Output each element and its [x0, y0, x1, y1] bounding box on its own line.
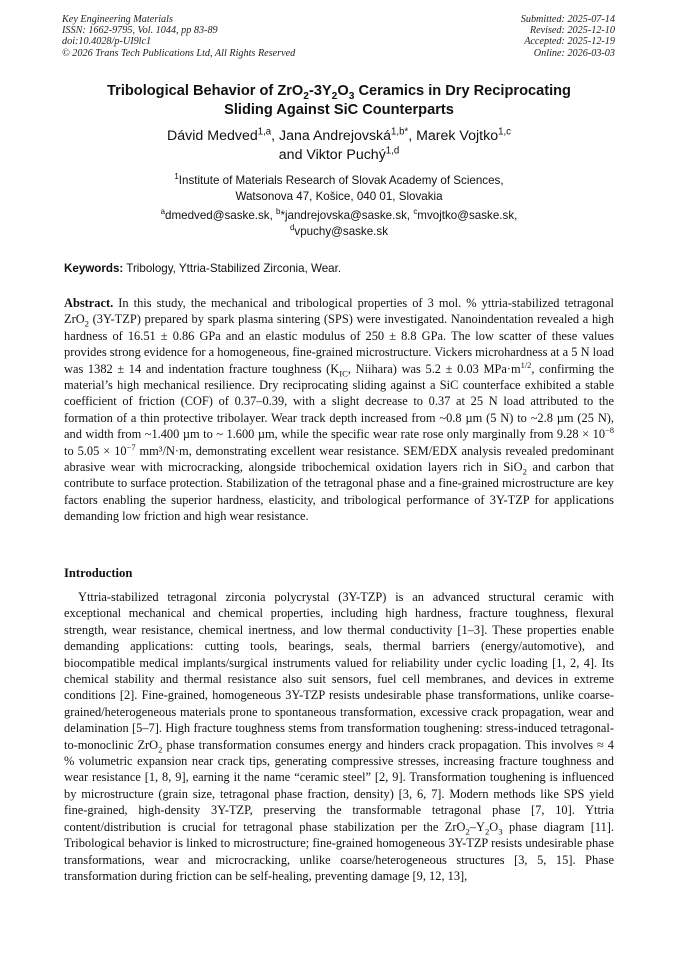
- intro-text: O: [489, 819, 499, 834]
- intro-subscript: 2: [484, 826, 490, 837]
- abstract-superscript: 1/2: [520, 359, 532, 370]
- intro-subscript: 3: [498, 826, 503, 837]
- title-subscript: 3: [348, 90, 355, 102]
- keywords: [64, 261, 614, 276]
- journal-header-left: [62, 14, 295, 59]
- email-mark: b: [276, 207, 281, 217]
- author-list: [60, 127, 618, 165]
- accepted-date: Accepted: 2025-12-19: [524, 36, 615, 48]
- abstract-text: mm³/N·m, demonstrating excellent wear resistance. SEM/EDX analysis revealed predominant abrasive wear with microcracking, alongside tribochemical oxidation layers rich in SiO: [64, 443, 614, 475]
- abstract-subscript: 2: [84, 318, 89, 329]
- affiliation-mark: 1: [174, 172, 179, 182]
- author-affil-mark: 1,b*: [391, 126, 409, 138]
- keywords-text: Tribology, Yttria-Stabilized Zirconia, Wear.: [123, 262, 342, 275]
- online-date: Online: 2026-03-03: [533, 47, 615, 59]
- journal-header-right: [521, 14, 615, 59]
- email-mark: a: [160, 207, 166, 217]
- author-emails: [60, 208, 618, 239]
- author-name: and Viktor Puchý: [278, 147, 386, 163]
- emails-line-2: [60, 224, 618, 240]
- author-affil-mark: 1,d: [385, 145, 400, 157]
- abstract-text: to 5.05 × 10: [64, 443, 127, 458]
- intro-text: –Y: [469, 819, 485, 834]
- paper-title: [60, 82, 618, 120]
- intro-subscript: 2: [158, 744, 163, 755]
- journal-name: Key Engineering Materials: [62, 14, 173, 25]
- abstract-text: (3Y-TZP) prepared by spark plasma sintering (SPS) were investigated. Nanoindentation revealed a high hardness of 16.51 ± 0.86 GPa and an elastic modulus of 250 ± 8.8 GPa. The low scatter of these values provides strong evidence for a homogeneous, fine-grained microstructure. Vickers microhardness at a 5 N load was 1382 ± 14 and indentation fracture toughness (K: [64, 312, 614, 376]
- copyright-line: © 2026 Trans Tech Publications Ltd, All Rights Reserved: [62, 47, 296, 59]
- title-line-1: [60, 82, 618, 101]
- affiliation-text: Institute of Materials Research of Slovak Academy of Sciences,: [178, 174, 504, 187]
- introduction-heading: Introduction: [64, 566, 133, 580]
- title-text: Tribological Behavior of ZrO: [107, 83, 304, 99]
- title-text: O: [337, 83, 349, 99]
- email-address[interactable]: *jandrejovska@saske.sk,: [280, 209, 414, 222]
- author-name: Marek Vojtko: [416, 128, 499, 144]
- affiliation-line-2: Watsonova 47, Košice, 040 01, Slovakia: [235, 190, 443, 203]
- intro-text: phase transformation consumes energy and hinders crack propagation. This involves ≈ 4 % volumetric expansion near crack tips, generating compressive stresses, increasing fracture toughness and wear resistance [1, 8, 9], earning it the name “ceramic steel” [2, 9]. Transformation toughening is influenced by microstructure (grain size, tetragonal phase fraction, density) [3, 6, 7]. Modern methods like SPS yield fine-grained, high-density 3Y-TZP, preserving the transformable tetragonal phase [7, 10]. Yttria content/distribution is crucial for tetragonal phase stabilization per the ZrO: [64, 737, 614, 834]
- affiliation-line-1: [60, 173, 618, 189]
- title-subscript: 2: [331, 90, 338, 102]
- title-text: -3Y: [308, 83, 332, 99]
- authors-line-2: [60, 146, 618, 165]
- issn-line: ISSN: 1662-9795, Vol. 1044, pp 83-89: [62, 25, 218, 37]
- abstract-subscript: 2: [522, 466, 527, 477]
- author-name: Dávid Medved: [167, 128, 258, 144]
- abstract-text: In this study, the mechanical and tribological properties of 3 mol. % yttria-stabilized tetragonal ZrO: [64, 296, 614, 327]
- doi-line: doi:10.4028/p-UI9lc1: [62, 36, 152, 48]
- intro-text: Yttria-stabilized tetragonal zirconia polycrystal (3Y-TZP) is an advanced structural ceramic with exceptional mechanical and chemical properties, including high hardness, fracture toughness, flexural strength, wear resistance, chemical inertness, and low thermal conductivity [1–3]. These properties enable demanding applications: cutting tools, bearings, seals, thermal barriers (energy/automotive), and biocompatible medical implants/surgical instruments valued for reliability under cyclic loading [1, 2, 4]. Its chemical stability and thermal resistance also suit sensors, fuel cell membranes, and devices in extreme conditions [2]. Fine-grained, homogeneous 3Y-TZP resists undesirable phase transformations, unlike coarse-grained/heterogeneous materials prone to spontaneous transformation, excessive crack propagation, wear and delamination [5–7]. High fracture toughness stems from transformation toughening: stress-induced tetragonal-to-monoclinic ZrO: [64, 590, 614, 752]
- email-address[interactable]: mvojtko@saske.sk,: [417, 209, 518, 222]
- abstract-superscript: −8: [605, 425, 614, 436]
- email-address[interactable]: dmedved@saske.sk,: [165, 209, 277, 222]
- author-separator: ,: [271, 128, 280, 144]
- author-name: Jana Andrejovská: [279, 128, 392, 144]
- intro-subscript: 2: [465, 826, 470, 837]
- email-mark: c: [413, 207, 418, 217]
- email-mark: d: [290, 222, 295, 232]
- author-affil-mark: 1,a: [257, 126, 272, 138]
- abstract-subscript: IC: [339, 368, 348, 379]
- authors-line-1: [60, 127, 618, 146]
- abstract: [64, 295, 614, 525]
- submitted-date: Submitted: 2025-07-14: [520, 14, 615, 25]
- affiliation: [60, 173, 618, 205]
- abstract-label: Abstract.: [64, 296, 114, 310]
- intro-text: phase diagram [11]. Tribological behavior is linked to microstructure; fine-grained homogeneous 3Y-TZP resists undesirable phase transformations, wear and microcracking, unlike coarse/heterogeneous structures [3, 5, 15]. Phase transformation during friction can be self-healing, preventing damage [9, 12, 13],: [64, 819, 614, 883]
- abstract-superscript: −7: [126, 441, 136, 452]
- keywords-label: Keywords:: [64, 262, 124, 275]
- revised-date: Revised: 2025-12-10: [529, 25, 615, 37]
- introduction-paragraph: [64, 589, 614, 884]
- abstract-text: , Niihara) was 5.2 ± 0.03 MPa·m: [347, 361, 521, 376]
- title-line-2: Sliding Against SiC Counterparts: [224, 102, 454, 118]
- email-address[interactable]: vpuchy@saske.sk: [294, 224, 388, 238]
- title-text: Ceramics in Dry Reciprocating: [354, 83, 571, 99]
- abstract-text: and carbon that contribute to surface protection. Stabilization of the tetragonal phase and a fine-grained microstructure are key factors enabling the superior hardness, elasticity, and tribological performance of 3Y-TZP for applications demanding low friction and high wear resistance.: [64, 460, 614, 524]
- title-subscript: 2: [303, 90, 309, 102]
- abstract-text: , confirming the material’s high mechanical resilience. Dry reciprocating sliding against a SiC counterface exhibited a stable coefficient of friction (COF) of 0.37–0.39, with a slight decrease to 0.37 at 25 N load attributed to the formation of a thin protective tribolayer. Wear track depth increased from ~0.8 µm (5 N) to ~2.8 µm (25 N), and width from ~1.400 µm to ~ 1.600 µm, while the specific wear rate rose only marginally from 9.28 × 10: [64, 361, 614, 442]
- author-separator: ,: [408, 128, 417, 144]
- emails-line-1: [60, 208, 618, 224]
- author-affil-mark: 1,c: [498, 126, 511, 138]
